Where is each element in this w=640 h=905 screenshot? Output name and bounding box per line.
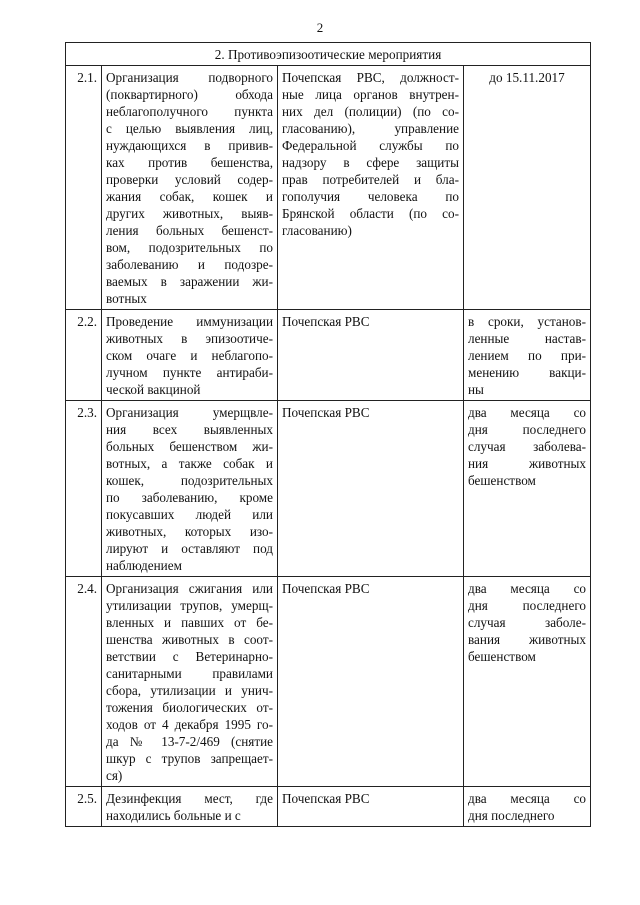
text-line: прав потребителей и бла- bbox=[282, 172, 459, 187]
text-line: в сроки, установ- bbox=[468, 314, 587, 329]
text-line: дня последнего bbox=[468, 808, 555, 823]
text-line: гополучия человека по bbox=[282, 189, 459, 204]
text-line: два месяца со bbox=[468, 581, 587, 596]
text-line: ском очаге и неблагопо- bbox=[106, 348, 273, 363]
text-line: вом, подозрительных по bbox=[106, 240, 273, 255]
text-line: больных бешенством жи- bbox=[106, 439, 273, 454]
text-line: до 15.11.2017 bbox=[489, 70, 565, 85]
text-line: наблюдением bbox=[106, 558, 182, 573]
text-line: находились больные и с bbox=[106, 808, 241, 823]
deadline-cell bbox=[464, 66, 591, 310]
text-line: санитарными правилами bbox=[106, 666, 273, 681]
deadline-cell bbox=[464, 401, 591, 577]
text-line: менению вакци- bbox=[468, 365, 587, 380]
action-cell bbox=[102, 787, 278, 827]
text-line: ния всех выявленных bbox=[106, 422, 273, 437]
table-row bbox=[66, 577, 591, 787]
text-line: вания животных bbox=[468, 632, 587, 647]
text-line: Федеральной службы по bbox=[282, 138, 459, 153]
text-line: случая заболе- bbox=[468, 615, 587, 630]
table-row bbox=[66, 310, 591, 401]
text-line: ветствии с Ветеринарно- bbox=[106, 649, 273, 664]
text-line: два месяца со bbox=[468, 405, 587, 420]
text-line: лением по при- bbox=[468, 348, 587, 363]
text-line: да № 13-7-2/469 (снятие bbox=[106, 734, 273, 749]
deadline-cell bbox=[464, 787, 591, 827]
action-cell bbox=[102, 66, 278, 310]
text-line: вотных bbox=[106, 291, 147, 306]
section-title: 2. Противоэпизоотические мероприятия bbox=[66, 43, 591, 66]
page-number: 2 bbox=[316, 20, 324, 35]
text-line: Дезинфекция мест, где bbox=[106, 791, 273, 806]
responsible-cell bbox=[278, 310, 464, 401]
text-line: Организация сжигания или bbox=[106, 581, 273, 596]
row-number: 2.4. bbox=[66, 577, 102, 787]
text-line: животных в эпизоотиче- bbox=[106, 331, 273, 346]
responsible-cell bbox=[278, 401, 464, 577]
text-line: лируют и оставляют под bbox=[106, 541, 273, 556]
text-line: утилизации трупов, умерщ- bbox=[106, 598, 273, 613]
text-line: шкур с трупов запрещает- bbox=[106, 751, 273, 766]
text-line: надзору в сфере защиты bbox=[282, 155, 459, 170]
text-line: Почепская РВС, должност- bbox=[282, 70, 459, 85]
text-line: них дел (полиции) (по со- bbox=[282, 104, 459, 119]
action-cell bbox=[102, 577, 278, 787]
text-line: проверки условий содер- bbox=[106, 172, 273, 187]
measures-table bbox=[65, 42, 591, 827]
text-line: жания собак, кошек и bbox=[106, 189, 273, 204]
text-line: ках против бешенства, bbox=[106, 155, 273, 170]
text-line: случая заболева- bbox=[468, 439, 587, 454]
text-line: Почепская РВС bbox=[282, 581, 370, 596]
row-number: 2.1. bbox=[66, 66, 102, 310]
action-cell bbox=[102, 401, 278, 577]
text-line: ленные настав- bbox=[468, 331, 587, 346]
text-line: ваемых в заражении жи- bbox=[106, 274, 273, 289]
text-line: тожения биологических от- bbox=[106, 700, 273, 715]
text-line: животных, которых изо- bbox=[106, 524, 273, 539]
text-line: два месяца со bbox=[468, 791, 587, 806]
text-line: покусавших людей или bbox=[106, 507, 273, 522]
row-number: 2.2. bbox=[66, 310, 102, 401]
text-line: бешенством bbox=[468, 649, 536, 664]
responsible-cell bbox=[278, 577, 464, 787]
table-row bbox=[66, 787, 591, 827]
text-line: нуждающихся в привив- bbox=[106, 138, 273, 153]
text-line: гласованию), управление bbox=[282, 121, 459, 136]
text-line: Организация умерщвле- bbox=[106, 405, 273, 420]
text-line: ния животных bbox=[468, 456, 587, 471]
text-line: вленных и павших от бе- bbox=[106, 615, 273, 630]
text-line: ные лица органов внутрен- bbox=[282, 87, 459, 102]
text-line: ся) bbox=[106, 768, 123, 783]
row-number: 2.5. bbox=[66, 787, 102, 827]
text-line: лучном пункте антираби- bbox=[106, 365, 273, 380]
text-line: других животных, выяв- bbox=[106, 206, 273, 221]
table-row bbox=[66, 66, 591, 310]
text-line: Почепская РВС bbox=[282, 405, 370, 420]
text-line: неблагополучного пункта bbox=[106, 104, 273, 119]
text-line: ны bbox=[468, 382, 484, 397]
text-line: Организация подворного bbox=[106, 70, 273, 85]
text-line: по заболеванию, кроме bbox=[106, 490, 273, 505]
text-line: вотных, а также собак и bbox=[106, 456, 273, 471]
text-line: сбора, утилизации и унич- bbox=[106, 683, 273, 698]
text-line: ления больных бешенст- bbox=[106, 223, 273, 238]
text-line: Брянской области (по со- bbox=[282, 206, 459, 221]
text-line: ходов от 4 декабря 1995 го- bbox=[106, 717, 273, 732]
section-header-row bbox=[66, 43, 591, 66]
text-line: гласованию) bbox=[282, 223, 352, 238]
table-row bbox=[66, 401, 591, 577]
deadline-cell bbox=[464, 310, 591, 401]
deadline-cell bbox=[464, 577, 591, 787]
text-line: дня последнего bbox=[468, 598, 587, 613]
text-line: шенства животных в соот- bbox=[106, 632, 273, 647]
text-line: Почепская РВС bbox=[282, 791, 370, 806]
text-line: ческой вакциной bbox=[106, 382, 201, 397]
text-line: Проведение иммунизации bbox=[106, 314, 273, 329]
text-line: бешенством bbox=[468, 473, 536, 488]
action-cell bbox=[102, 310, 278, 401]
responsible-cell bbox=[278, 66, 464, 310]
responsible-cell bbox=[278, 787, 464, 827]
text-line: дня последнего bbox=[468, 422, 587, 437]
row-number: 2.3. bbox=[66, 401, 102, 577]
text-line: с целью выявления лиц, bbox=[106, 121, 273, 136]
text-line: заболеванию и подозре- bbox=[106, 257, 273, 272]
text-line: кошек, подозрительных bbox=[106, 473, 273, 488]
text-line: (поквартирного) обхода bbox=[106, 87, 273, 102]
text-line: Почепская РВС bbox=[282, 314, 370, 329]
